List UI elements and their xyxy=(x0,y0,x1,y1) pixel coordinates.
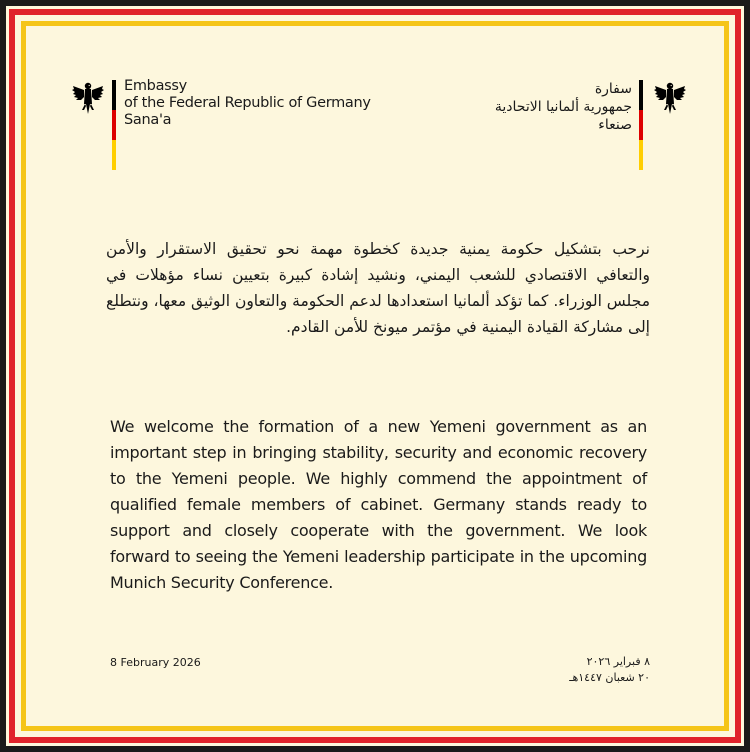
date-arabic xyxy=(569,654,650,686)
federal-eagle-icon xyxy=(654,80,686,116)
date-english: 8 February 2026 xyxy=(110,656,201,669)
federal-eagle-icon xyxy=(72,80,104,116)
german-flag-stripe xyxy=(112,80,116,170)
statement-arabic: نرحب بتشكيل حكومة يمنية جديدة كخطوة مهمة نحو تحقيق الاستقرار والأمن والتعافي الاقتصادي للشعب اليمني، ونشيد إشادة كبيرة بتعيين نساء مؤهلات في مجلس الوزراء. كما تؤكد ألمانيا استعدادها لدعم الحكومة والتعاون الوثيق معها، ونتطلع إلى مشاركة القيادة اليمنية في مؤتمر ميونخ للأمن القادم. xyxy=(105,240,650,336)
embassy-name-line: Embassy xyxy=(124,78,187,94)
embassy-name-line: of the Federal Republic of Germany xyxy=(124,95,371,111)
embassy-name-english xyxy=(124,78,371,129)
embassy-name-line: جمهورية ألمانيا الاتحادية xyxy=(494,99,632,115)
date-hijri-arabic: ٢٠ شعبان ١٤٤٧هـ xyxy=(569,671,650,684)
embassy-name-arabic xyxy=(495,80,632,134)
embassy-city: صنعاء xyxy=(598,117,632,133)
statement-english: We welcome the formation of a new Yemeni government as an important step in bringing stability, security and economic recovery to the Yemeni people. We highly commend the appointment of qualified female members of cabinet. Germany stands ready to support and closely cooperate with the government. We look forward to seeing the Yemeni leadership participate in the upcoming Munich Security Conference. xyxy=(110,417,647,592)
german-flag-stripe xyxy=(639,80,643,170)
embassy-city: Sana'a xyxy=(124,112,172,128)
embassy-name-line: سفارة xyxy=(594,81,632,97)
date-gregorian-arabic: ٨ فبراير ٢٠٢٦ xyxy=(586,655,650,668)
